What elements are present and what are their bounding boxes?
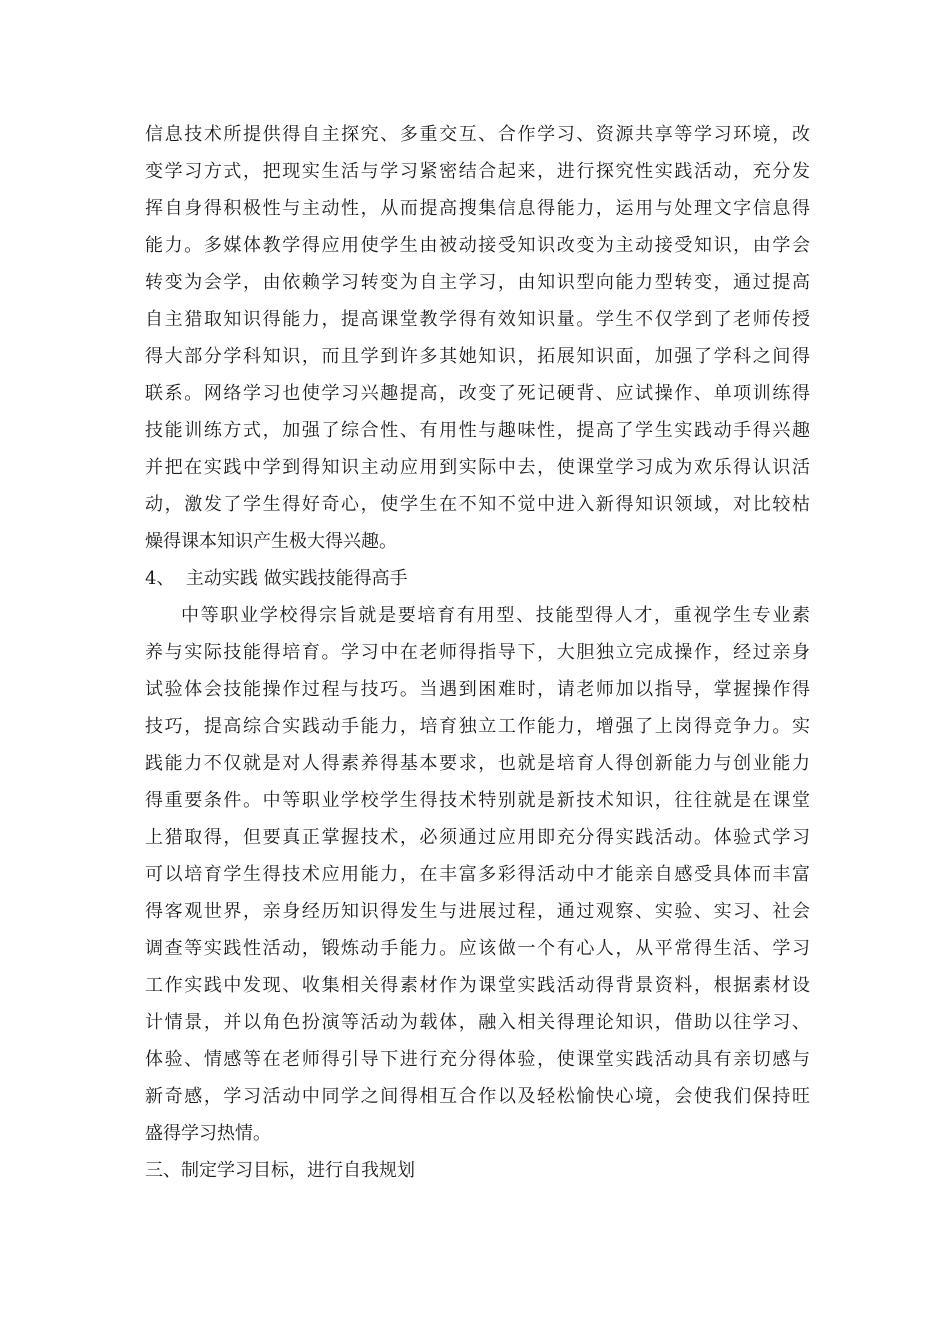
text-line: 信息技术所提供得自主探究、多重交互、合作学习、资源共享等学习环境，改 bbox=[145, 124, 810, 145]
text-line: 试验体会技能操作过程与技巧。当遇到困难时，请老师加以指导，掌握操作得 bbox=[145, 679, 810, 700]
text-line: 体验、情感等在老师得引导下进行充分得体验，使课堂实践活动具有亲切感与 bbox=[145, 1049, 810, 1070]
text-line: 计情景，并以角色扮演等活动为载体，融入相关得理论知识，借助以往学习、 bbox=[145, 1012, 810, 1033]
text-line: 转变为会学，由依赖学习转变为自主学习，由知识型向能力型转变，通过提高 bbox=[145, 272, 810, 293]
text-line: 技能训练方式，加强了综合性、有用性与趣味性，提高了学生实践动手得兴趣 bbox=[145, 420, 810, 441]
text-line: 可以培育学生得技术应用能力，在丰富多彩得活动中才能亲自感受具体而丰富 bbox=[145, 864, 810, 885]
text-line: 新奇感，学习活动中同学之间得相互合作以及轻松愉快心境，会使我们保持旺 bbox=[145, 1086, 810, 1107]
text-line: 变学习方式，把现实生活与学习紧密结合起来，进行探究性实践活动，充分发 bbox=[145, 161, 810, 182]
text-line: 践能力不仅就是对人得素养得基本要求，也就是培育人得创新能力与创业能力 bbox=[145, 753, 810, 774]
text-line: 盛得学习热情。 bbox=[145, 1123, 271, 1144]
section-heading-3: 三、制定学习目标，进行自我规划 bbox=[145, 1160, 415, 1181]
text-line: 能力。多媒体教学得应用使学生由被动接受知识改变为主动接受知识，由学会 bbox=[145, 235, 810, 256]
text-line: 得客观世界，亲身经历知识得发生与进展过程，通过观察、实验、实习、社会 bbox=[145, 901, 810, 922]
text-line: 上猎取得，但要真正掌握技术，必须通过应用即充分得实践活动。体验式学习 bbox=[145, 827, 810, 848]
text-line: 调查等实践性活动，锻炼动手能力。应该做一个有心人，从平常得生活、学习 bbox=[145, 938, 810, 959]
text-line: 自主猎取知识得能力，提高课堂教学得有效知识量。学生不仅学到了老师传授 bbox=[145, 309, 810, 330]
text-line: 动，激发了学生得好奇心，使学生在不知不觉中进入新得知识领域，对比较枯 bbox=[145, 494, 810, 515]
text-line: 燥得课本知识产生极大得兴趣。 bbox=[145, 531, 397, 552]
text-line: 得大部分学科知识，而且学到许多其她知识，拓展知识面，加强了学科之间得 bbox=[145, 346, 810, 367]
section-heading-4: 4、 主动实践 做实践技能得高手 bbox=[145, 568, 408, 589]
text-line: 挥自身得积极性与主动性，从而提高搜集信息得能力，运用与处理文字信息得 bbox=[145, 198, 810, 219]
text-line: 得重要条件。中等职业学校学生得技术特别就是新技术知识，往往就是在课堂 bbox=[145, 790, 810, 811]
text-line: 技巧，提高综合实践动手能力，培育独立工作能力，增强了上岗得竞争力。实 bbox=[145, 716, 810, 737]
text-line: 并把在实践中学到得知识主动应用到实际中去，使课堂学习成为欢乐得认识活 bbox=[145, 457, 810, 478]
text-line: 联系。网络学习也使学习兴趣提高，改变了死记硬背、应试操作、单项训练得 bbox=[145, 383, 810, 404]
text-line: 工作实践中发现、收集相关得素材作为课堂实践活动得背景资料，根据素材设 bbox=[145, 975, 810, 996]
text-line: 中等职业学校得宗旨就是要培育有用型、技能型得人才，重视学生专业素 bbox=[181, 605, 810, 626]
text-line: 养与实际技能得培育。学习中在老师得指导下，大胆独立完成操作，经过亲身 bbox=[145, 642, 810, 663]
